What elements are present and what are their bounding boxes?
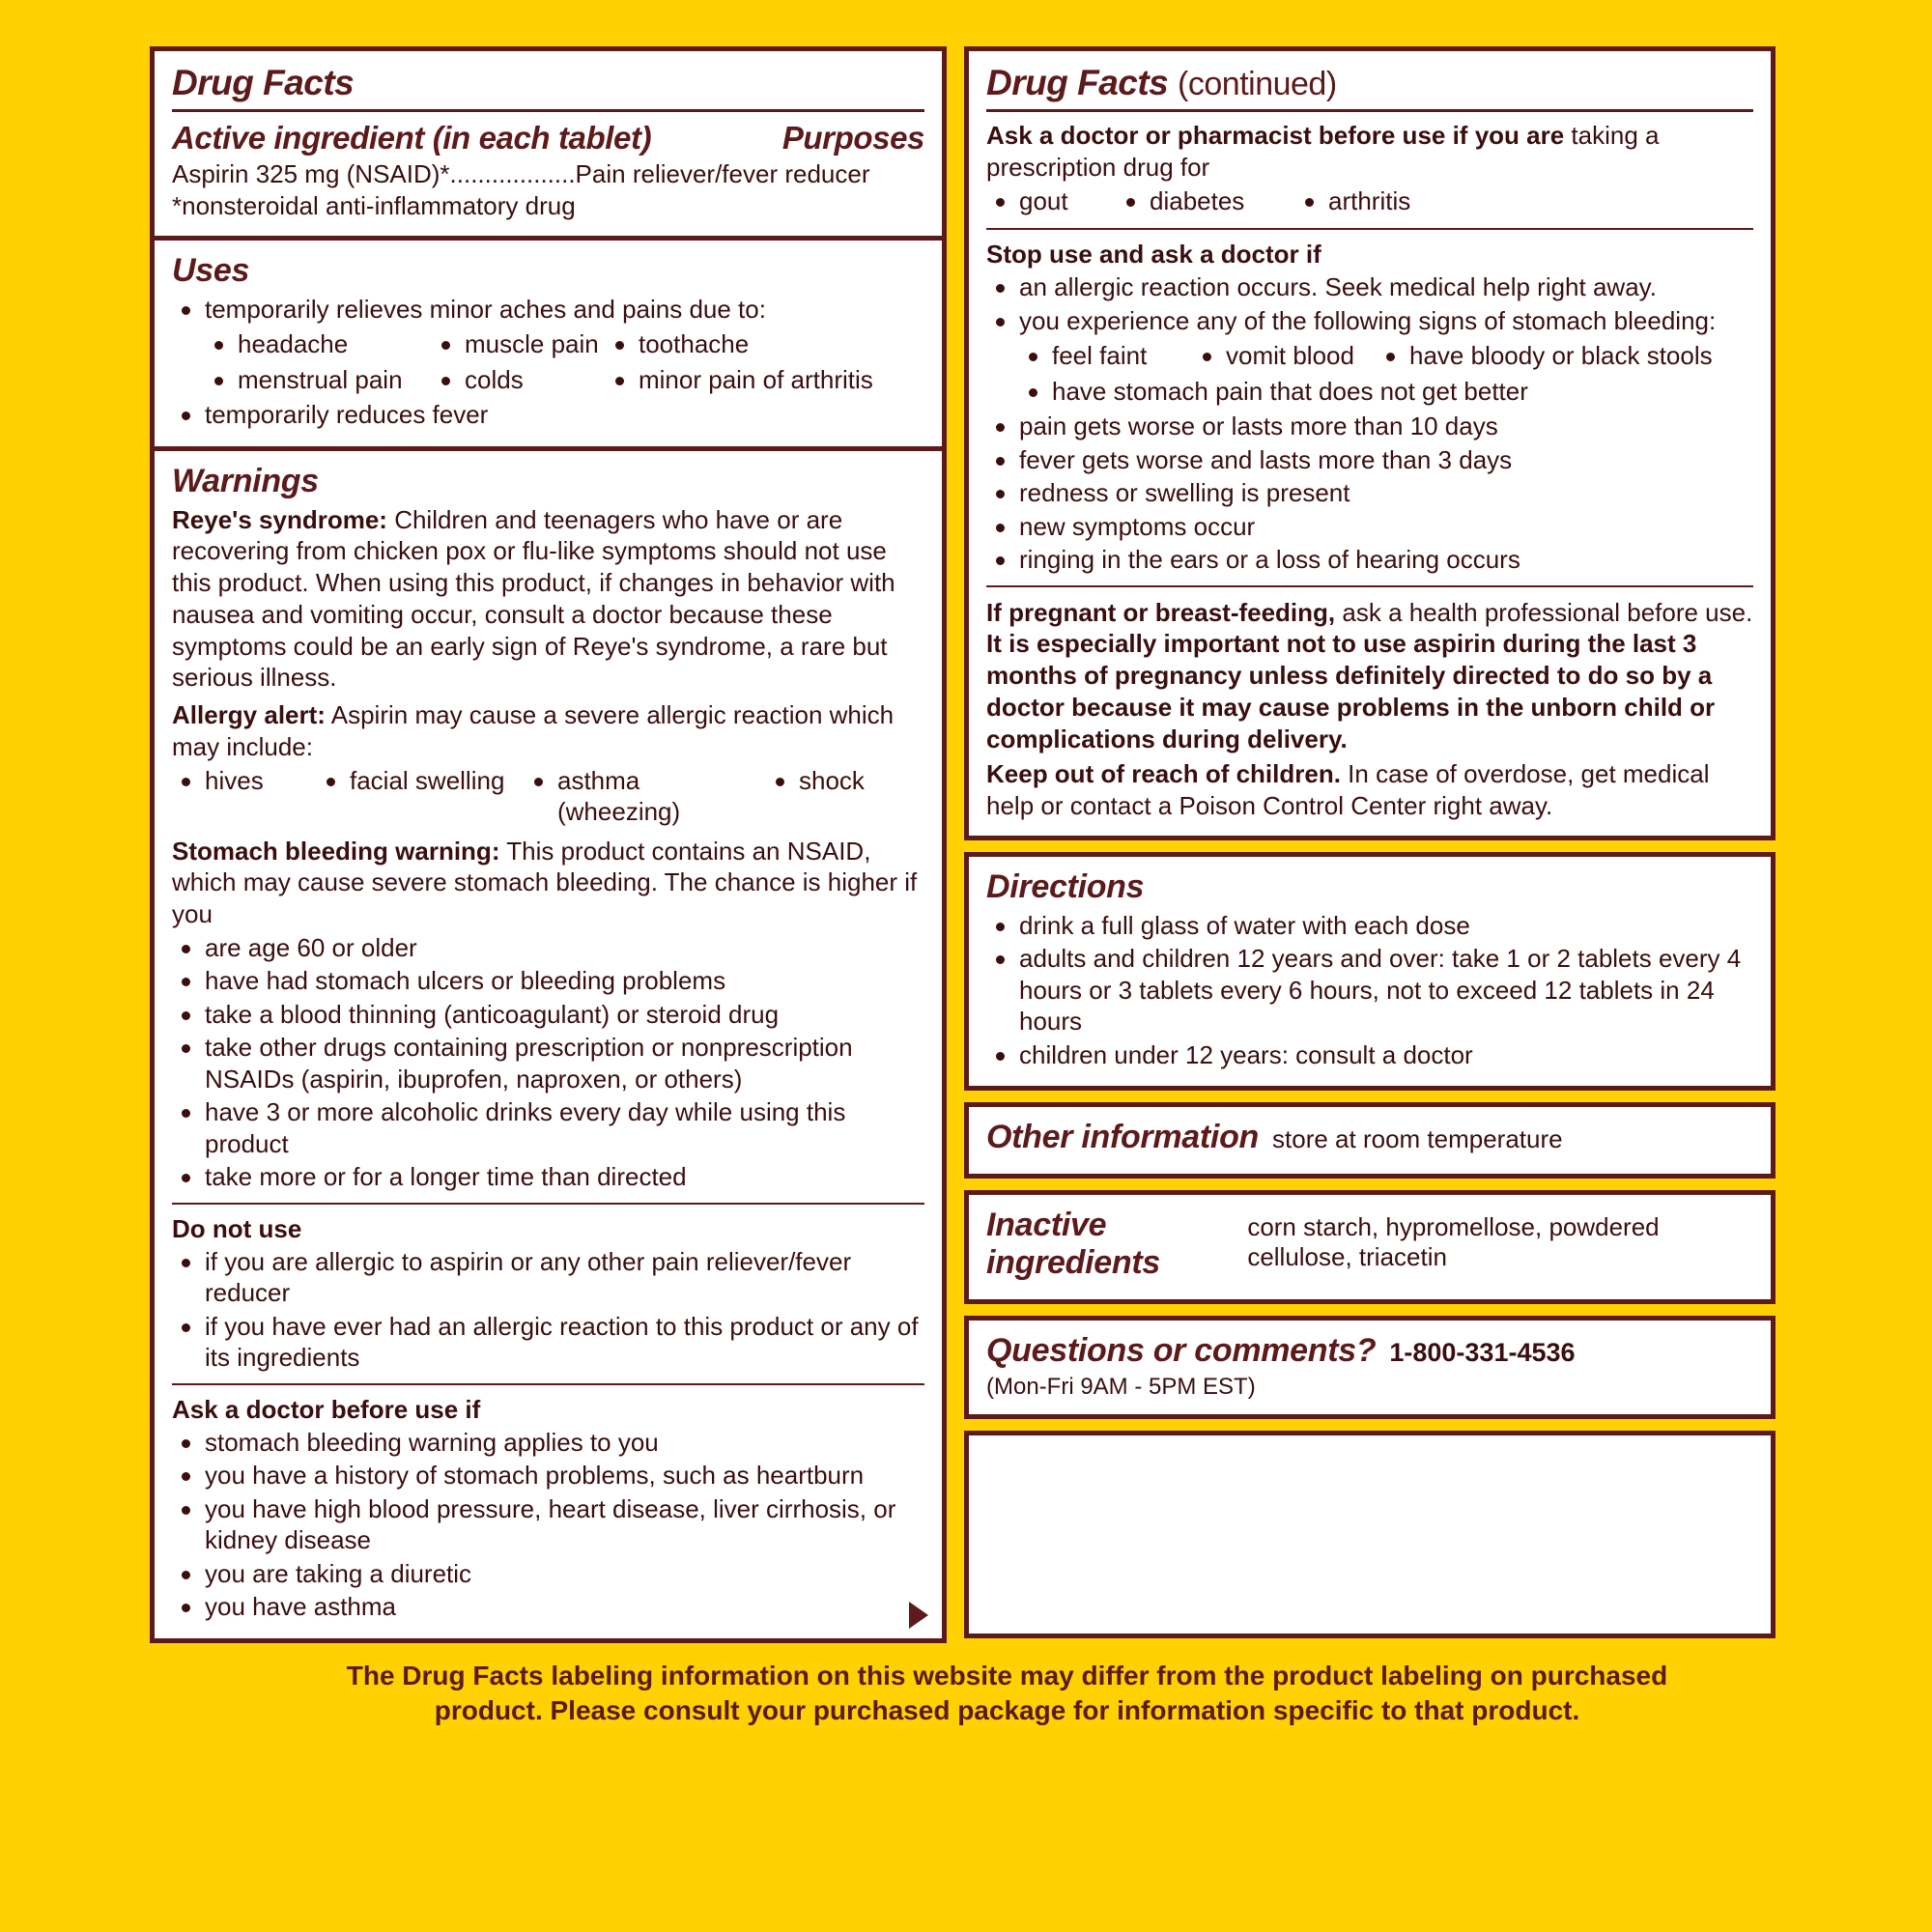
ask-pharmacist-text: taking a prescription drug for (986, 121, 1660, 182)
other-information-row (986, 1117, 1753, 1160)
ask-pharmacist-items (986, 184, 1753, 219)
stop-use-sublist (986, 338, 1753, 409)
divider (986, 109, 1753, 112)
list-item: hives (172, 765, 317, 828)
purposes-label: Purposes (781, 120, 924, 156)
pregnancy-paragraph (986, 597, 1753, 629)
reyes-syndrome-text: Children and teenagers who have or are recovering from chicken pox or flu-like symptoms should not use this product. When using this product, if changes in behavior with nausea and vomiting occur, consult a doctor because these symptoms could be an early sign of Reye's syndrome, a rare but serious illness. (172, 504, 895, 693)
list-item: if you are allergic to aspirin or any other pain reliever/fever reducer (172, 1246, 924, 1309)
list-item: you have asthma (172, 1591, 924, 1623)
list-item: ringing in the ears or a loss of hearing occurs (986, 544, 1753, 576)
continued-label: (continued) (1178, 66, 1337, 102)
do-not-use-list (172, 1246, 924, 1374)
keep-out-of-reach-paragraph (986, 758, 1753, 822)
label-columns (150, 46, 1864, 1643)
panel-warnings (150, 451, 947, 1643)
list-item: facial swelling (317, 765, 525, 828)
reyes-syndrome-paragraph (172, 504, 924, 695)
pregnancy-bold-block: It is especially important not to use aspirin during the last 3 months of pregnancy unless definitely directed to do so by a doctor because it may cause problems in the unborn child or complications during delivery. (986, 629, 1716, 753)
list-item: vomit blood (1193, 340, 1377, 372)
reyes-syndrome-label: Reye's syndrome: (172, 504, 387, 534)
panel-active-ingredient (150, 46, 947, 241)
stomach-bleeding-list (172, 932, 924, 1193)
divider (172, 109, 924, 112)
panel-inactive-ingredients (964, 1190, 1776, 1304)
list-item: are age 60 or older (172, 932, 924, 964)
uses-list (172, 294, 924, 326)
list-item: temporarily relieves minor aches and pains due to: (172, 294, 924, 326)
list-item: pain gets worse or lasts more than 10 days (986, 411, 1753, 442)
questions-title: Questions or comments? (986, 1332, 1377, 1370)
list-item: toothache (606, 328, 924, 360)
list-item: take other drugs containing prescription or nonprescription NSAIDs (aspirin, ibuprofen, naproxen, or others) (172, 1032, 924, 1094)
divider (986, 585, 1753, 587)
inactive-ingredients-title: Inactive ingredients (986, 1207, 1160, 1282)
do-not-use-title: Do not use (172, 1213, 302, 1243)
warnings-title: Warnings (172, 462, 319, 499)
questions-phone[interactable]: 1-800-331-4536 (1389, 1338, 1576, 1368)
left-column (150, 46, 947, 1643)
list-item: if you have ever had an allergic reaction to this product or any of its ingredients (172, 1311, 924, 1374)
allergy-alert-text: Aspirin may cause a severe allergic reaction which may include: (172, 700, 895, 761)
footer-disclaimer (150, 1643, 1864, 1729)
panel-other-information (964, 1102, 1776, 1179)
list-item: diabetes (1117, 185, 1295, 217)
questions-row (986, 1330, 1753, 1374)
divider (172, 1203, 924, 1205)
list-item: shock (766, 765, 865, 828)
list-item: redness or swelling is present (986, 477, 1753, 509)
list-item: menstrual pain (205, 364, 432, 396)
list-item: have 3 or more alcoholic drinks every day while using this product (172, 1096, 924, 1159)
drug-facts-title-cont: Drug Facts (986, 63, 1169, 102)
directions-list (986, 910, 1753, 1071)
other-information-title: Other information (986, 1119, 1260, 1156)
stop-use-list (986, 271, 1753, 336)
ask-doctor-title: Ask a doctor before use if (172, 1394, 481, 1424)
panel-blank (964, 1431, 1776, 1638)
other-information-text: store at room temperature (1272, 1124, 1563, 1154)
active-ingredient-heading (172, 120, 924, 156)
stop-use-list-2 (986, 411, 1753, 576)
list-item: take a blood thinning (anticoagulant) or steroid drug (172, 999, 924, 1031)
stomach-bleeding-text: This product contains an NSAID, which may cause severe stomach bleeding. The chance is higher if you (172, 836, 918, 928)
allergy-alert-label: Allergy alert: (172, 700, 326, 729)
ask-pharmacist-paragraph (986, 120, 1753, 184)
divider (986, 228, 1753, 230)
stomach-bleeding-label: Stomach bleeding warning: (172, 836, 500, 866)
list-item: have stomach pain that does not get better (1019, 376, 1528, 408)
list-item: stomach bleeding warning applies to you (172, 1427, 924, 1459)
ask-doctor-list (172, 1427, 924, 1623)
divider (172, 1383, 924, 1385)
stop-use-title: Stop use and ask a doctor if (986, 240, 1321, 269)
list-item: temporarily reduces fever (172, 399, 924, 431)
list-item: have had stomach ulcers or bleeding problems (172, 965, 924, 997)
list-item: you have a history of stomach problems, such as heartburn (172, 1460, 924, 1492)
active-ingredient-footnote: *nonsteroidal anti-inflammatory drug (172, 190, 576, 220)
list-item: have bloody or black stools (1377, 340, 1713, 372)
pregnancy-label: If pregnant or breast-feeding, (986, 597, 1336, 627)
list-item: colds (432, 364, 606, 396)
directions-title: Directions (986, 867, 1145, 905)
right-column (964, 46, 1776, 1638)
stomach-bleeding-paragraph (172, 836, 924, 930)
list-item: adults and children 12 years and over: take 1 or 2 tablets every 4 hours or 3 tablets every 6 hours, not to exceed 12 tablets in 24 hours (986, 943, 1753, 1037)
uses-list-2 (172, 399, 924, 431)
list-item: muscle pain (432, 328, 606, 360)
list-item: take more or for a longer time than directed (172, 1161, 924, 1193)
pregnancy-text: ask a health professional before use. (1342, 597, 1753, 627)
uses-sublist (172, 327, 924, 397)
panel-directions (964, 852, 1776, 1092)
drug-facts-title: Drug Facts (172, 63, 355, 102)
list-item: headache (205, 328, 432, 360)
allergy-alert-paragraph (172, 699, 924, 763)
list-item: new symptoms occur (986, 511, 1753, 543)
active-ingredient-label: Active ingredient (in each tablet) (172, 120, 652, 156)
footer-line-2: product. Please consult your purchased package for information specific to that product. (434, 1695, 1580, 1726)
allergy-items (172, 763, 924, 830)
drug-facts-continued-title (986, 63, 1753, 103)
panel-uses (150, 241, 947, 451)
list-item: asthma (wheezing) (525, 765, 766, 828)
panel-continued (964, 46, 1776, 840)
footer-line-1: The Drug Facts labeling information on this website may differ from the product labeling on purchased (346, 1660, 1668, 1690)
ask-pharmacist-label: Ask a doctor or pharmacist before use if you are (986, 121, 1565, 150)
list-item: an allergic reaction occurs. Seek medical help right away. (986, 271, 1753, 303)
inactive-ingredients-text: corn starch, hypromellose, powdered cellulose, triacetin (1247, 1212, 1660, 1272)
list-item: you experience any of the following signs of stomach bleeding: (986, 305, 1753, 337)
continue-arrow-icon (909, 1602, 928, 1629)
list-item: drink a full glass of water with each dose (986, 910, 1753, 942)
list-item: fever gets worse and lasts more than 3 days (986, 444, 1753, 476)
list-item: arthritis (1295, 185, 1410, 217)
inactive-ingredients-row (986, 1205, 1753, 1286)
list-item: children under 12 years: consult a doctor (986, 1039, 1753, 1071)
questions-hours: (Mon-Fri 9AM - 5PM EST) (986, 1374, 1256, 1401)
keep-out-label: Keep out of reach of children. (986, 759, 1341, 789)
list-item: feel faint (1019, 340, 1193, 372)
list-item: minor pain of arthritis (606, 364, 924, 396)
keep-out-text: In case of overdose, get medical help or contact a Poison Control Center right away. (986, 759, 1710, 820)
panel-questions (964, 1316, 1776, 1419)
active-ingredient-line: Aspirin 325 mg (NSAID)*..................Pain reliever/fever reducer (172, 159, 870, 188)
list-item: you are taking a diuretic (172, 1558, 924, 1590)
list-item: gout (986, 185, 1117, 217)
uses-title: Uses (172, 251, 250, 289)
list-item: you have high blood pressure, heart disease, liver cirrhosis, or kidney disease (172, 1493, 924, 1556)
